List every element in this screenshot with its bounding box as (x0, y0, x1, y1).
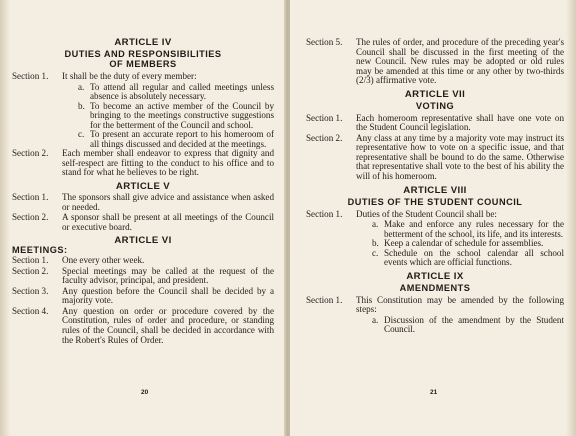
section-label: Section 5. (306, 37, 343, 47)
right-page (290, 0, 576, 436)
article-vi-section-2 (12, 267, 274, 286)
article-ix-heading: ARTICLE IX (406, 270, 464, 282)
section-label: Section 1. (12, 192, 49, 203)
section-label: Section 1. (306, 208, 343, 219)
article-vi-section-1 (12, 256, 274, 266)
section-text: This Constitution may be amended by the following steps: (356, 294, 564, 315)
article-iv-title-line2: OF MEMBERS (109, 59, 177, 69)
article-iv-section-1 (12, 72, 274, 82)
section-label: Section 2. (12, 265, 49, 276)
item-label: b. (372, 238, 379, 249)
article-ix-title: AMENDMENTS (399, 282, 471, 293)
section-text: It shall be the duty of every member: (62, 71, 197, 81)
section-text: A sponsor shall be present at all meetings of the Council or executive board. (62, 212, 274, 232)
article-iv-heading: ARTICLE IV (114, 37, 172, 48)
page-edge-shadow (566, 0, 576, 436)
section-text: Any question before the Council shall be decided by a majority vote. (62, 285, 274, 306)
item-label: a. (78, 81, 85, 92)
section-label: Section 2. (12, 148, 49, 159)
article-viii-section-1 (306, 210, 564, 220)
left-page (0, 0, 286, 436)
article-v-section-1 (12, 193, 274, 212)
item-text: To attend all regular and called meetings unless absence is absolutely necessary. (90, 81, 274, 102)
article-iv-section-2 (12, 149, 274, 178)
item-text: Discussion of the amendment by the Student Council. (384, 314, 564, 335)
list-item (306, 249, 564, 268)
item-label: c. (78, 129, 85, 140)
left-page-text-column (12, 34, 274, 346)
section-label: Section 4. (12, 305, 49, 316)
section-label: Section 2. (12, 212, 49, 223)
section-text: Duties of the Student Council shall be: (356, 208, 497, 219)
article-vi-title: MEETINGS: (12, 245, 68, 256)
article-vii-section-2 (306, 134, 564, 182)
section-label: Section 1. (306, 294, 343, 305)
list-item (306, 220, 564, 239)
section-text: Each homeroom representative shall have one vote on the Student Council legislation. (356, 112, 564, 133)
section-text: The rules of order, and procedure of the preceding year's Council shall be discussed in the first meeting of the new Council. New rules may be adopted or old rules may be amended at this time or any other by two-thirds (2/3) affirmative vote. (356, 37, 564, 86)
section-label: Section 1. (306, 112, 343, 123)
item-text: To become an active member of the Council by bringing to the meetings constructive suggestions for the betterment of the Council and school. (90, 100, 274, 130)
item-label: c. (372, 247, 379, 258)
list-item (12, 102, 274, 131)
section-text: Special meetings may be called at the request of the faculty advisor, principal, and president. (62, 265, 274, 286)
section-label: Section 2. (306, 132, 343, 143)
list-item (12, 130, 274, 149)
list-item (12, 83, 274, 102)
article-viii-heading: ARTICLE VIII (403, 184, 467, 196)
page-edge-shadow (0, 0, 10, 436)
section-text: Any class at any time by a majority vote may instruct its representative how to vote on a specific issue, and that representative shall be bound to do the same. Otherwise that representative shall vote to the best of his ability the will of his homeroom. (356, 132, 564, 182)
article-v-section-2 (12, 213, 274, 232)
article-vii-section-1 (306, 114, 564, 133)
section-text: The sponsors shall give advice and assistance when asked or needed. (62, 192, 274, 212)
article-vii-heading: ARTICLE VII (404, 88, 466, 100)
item-label: a. (372, 219, 379, 230)
page-number: 20 (141, 389, 149, 396)
article-vi-heading: ARTICLE VI (114, 235, 172, 247)
section-text: One every other week. (62, 255, 145, 266)
item-text: Make and enforce any rules necessary for the betterment of the school, its life, and its interests. (384, 219, 564, 239)
article-v-heading: ARTICLE V (115, 181, 171, 193)
article-ix-section-1 (306, 296, 564, 315)
item-label: a. (372, 314, 379, 325)
article-vi-section-4 (12, 307, 274, 345)
item-text: Keep a calendar of schedule for assemblies. (384, 238, 544, 249)
article-vii-title: VOTING (415, 100, 455, 111)
item-label: b. (78, 100, 85, 111)
article-vi-section-5 (306, 38, 564, 86)
section-label: Section 1. (12, 71, 49, 81)
section-label: Section 3. (12, 285, 49, 296)
section-text: Each member shall endeavor to express that dignity and self-respect are fitting to the conduct to his office and to stand for what he believes to be right. (62, 148, 274, 178)
item-text: Schedule on the school calendar all school events which are official functions. (384, 247, 564, 268)
page-number: 21 (430, 389, 438, 396)
section-label: Section 1. (12, 255, 49, 266)
right-page-text-column (306, 38, 564, 335)
section-text: Any question on order or procedure covered by the Constitution, rules of order and procedure, or standing rules of the Council, shall be decided in accordance with the Robert's Rules of Order. (62, 305, 274, 345)
article-viii-title: DUTIES OF THE STUDENT COUNCIL (347, 196, 523, 207)
article-iv-title-line1: DUTIES AND RESPONSIBILITIES (64, 49, 222, 59)
article-vi-section-3 (12, 287, 274, 306)
item-text: To present an accurate report to his homeroom of all things discussed and decided at the meetings. (90, 129, 274, 149)
list-item (306, 316, 564, 335)
